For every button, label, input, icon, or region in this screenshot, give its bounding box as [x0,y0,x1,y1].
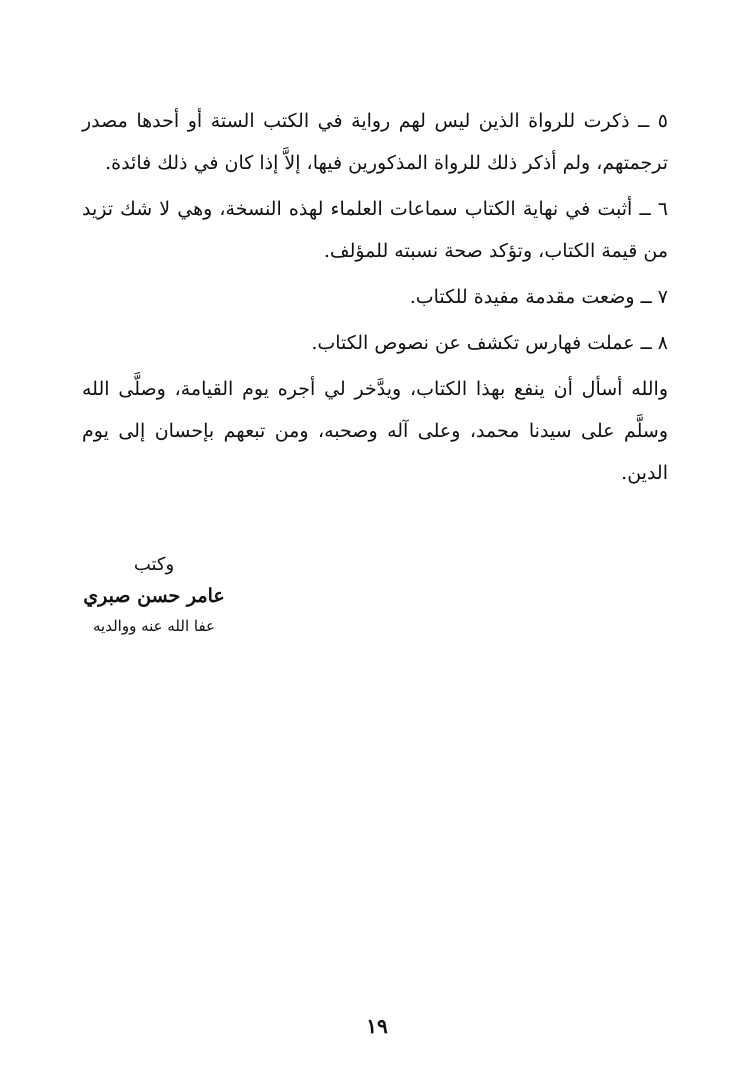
body-text [82,100,668,494]
list-item-5 [82,100,668,184]
list-item-7 [82,276,668,318]
item-number: ٦ [657,198,669,220]
page-number: ١٩ [366,1014,388,1038]
signature-block [74,550,234,640]
item-number: ٥ [657,110,668,132]
item-dash: ــ [640,286,652,308]
item-dash: ــ [640,332,652,354]
item-text: وضعت مقدمة مفيدة للكتاب. [409,286,635,308]
item-number: ٨ [657,332,668,354]
author-name: عامر حسن صبري [83,585,225,607]
author-prayer: عفا الله عنه ووالديه [93,617,215,635]
item-text: ذكرت للرواة الذين ليس لهم رواية في الكتب الستة أو أحدها مصدر ترجمتهم، ولم أذكر ذلك للرواة المذكورين فيها، إلاَّ إذا كان في ذلك فائدة. [82,110,668,174]
item-text: أثبت في نهاية الكتاب سماعات العلماء لهذه النسخة، وهي لا شك تزيد من قيمة الكتاب، وتؤكد صحة نسبته للمؤلف. [82,198,668,262]
item-dash: ــ [638,110,650,132]
closing-paragraph: والله أسأل أن ينفع بهذا الكتاب، ويدَّخر لي أجره يوم القيامة، وصلَّى الله وسلَّم على سيدنا محمد، وعلى آله وصحبه، ومن تبعهم بإحسان إلى يوم الدين. [82,378,668,484]
item-dash: ــ [639,198,651,220]
list-item-8 [82,322,668,364]
signature-intro: وكتب [133,554,175,575]
item-number: ٧ [657,286,668,308]
list-item-6 [82,188,668,272]
item-text: عملت فهارس تكشف عن نصوص الكتاب. [311,332,635,354]
